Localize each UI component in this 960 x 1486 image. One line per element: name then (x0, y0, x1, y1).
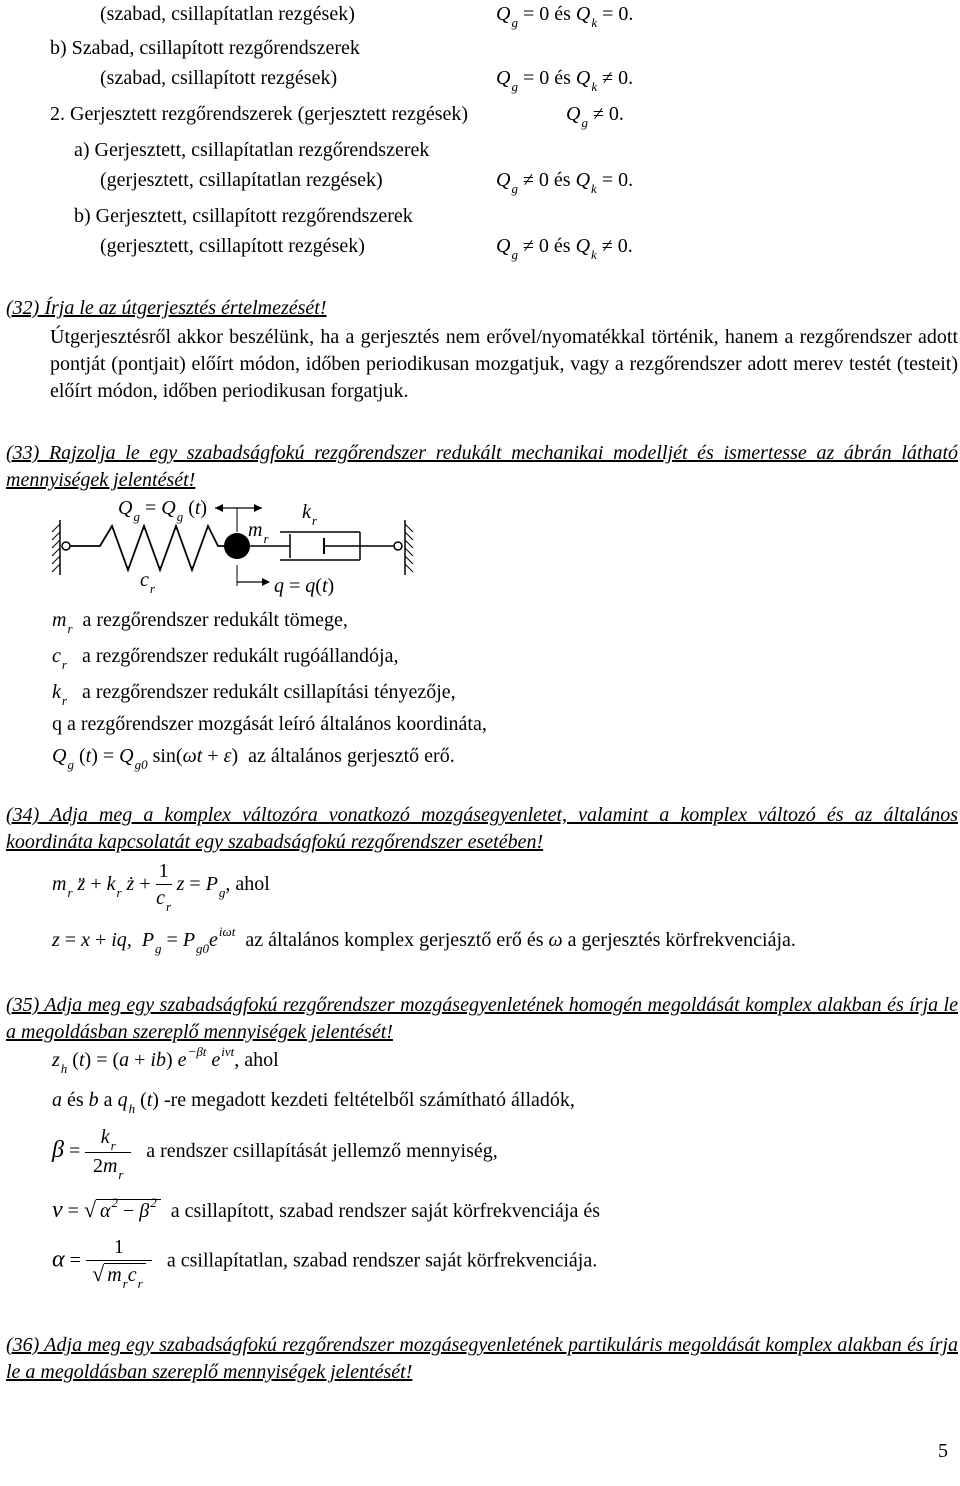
question-36: (36) Adja meg egy szabadságfokú rezgőrendszer mozgásegyenletének partikuláris megoldását komplex alakban és írja le a megoldásban szereplő mennyiségek jelentését! (6, 1334, 958, 1383)
mechanical-model-figure (40, 490, 440, 600)
page-number: 5 (938, 1440, 948, 1462)
question-32: (32) Írja le az útgerjesztés értelmezését! (6, 297, 327, 319)
fig-spring-label: $c_r$ (140, 569, 155, 596)
eq-homogeneous-solution: $z_h$ (t) = (a + ib) $e^{-\beta t}$ $e^{i\nu t}$, ahol (52, 1044, 279, 1076)
condition-forced: $Q_g \ne 0$. (566, 103, 624, 130)
def-coordinate: q a rezgőrendszer mozgását leíró általános koordináta, (52, 713, 487, 735)
question-35: (35) Adja meg egy szabadságfokú rezgőrendszer mozgásegyenletének homogén megoldását komplex alakban és írja le a megoldásban szereplő mennyiségek jelentését! (6, 994, 958, 1043)
line-free-undamped-paren: (szabad, csillapítatlan rezgések) (100, 3, 355, 25)
eq-complex-relation: z = x + iq, $P_g = P_{g0}e^{i\omega t}$ az általános komplex gerjesztő erő és ω a gerjesztés körfrekvenciája. (52, 924, 796, 956)
spring-icon (70, 526, 225, 570)
condition-forced-undamped: $Q_g \ne 0$ és $Q_k = 0$. (496, 169, 634, 196)
fig-mass-label: $m_r$ (248, 519, 269, 546)
def-nu: ν = √ $\alpha^2 - \beta^2$ a csillapított, szabad rendszer saját körfrekvenciája és (52, 1195, 601, 1223)
question-34: (34) Adja meg a komplex változóra vonatkozó mozgásegyenletet, valamint a komplex változó és az általános koordináta kapcsolatát egy szabadságfokú rezgőrendszer esetében! (6, 804, 958, 853)
line-free-damped: b) Szabad, csillapított rezgőrendszerek (50, 37, 360, 59)
def-spring: $c_r$ a rezgőrendszer redukált rugóállandója, (52, 645, 399, 672)
def-constants: a és b a $q_h$ (t) -re megadott kezdeti feltételből számítható álladók, (52, 1089, 575, 1116)
line-forced-undamped: a) Gerjesztett, csillapítatlan rezgőrendszerek (74, 139, 430, 161)
def-mass: $m_r$ a rezgőrendszer redukált tömege, (52, 609, 348, 636)
line-free-damped-paren: (szabad, csillapított rezgések) (100, 67, 338, 89)
line-forced-undamped-paren: (gerjesztett, csillapítatlan rezgések) (100, 169, 383, 191)
fig-damper-label: $k_r$ (302, 501, 317, 528)
line-forced: 2. Gerjesztett rezgőrendszerek (gerjesztett rezgések) (50, 103, 469, 125)
def-damping: $k_r$ a rezgőrendszer redukált csillapítási tényezője, (52, 681, 456, 708)
line-forced-damped: b) Gerjesztett, csillapított rezgőrendszerek (74, 205, 413, 227)
def-alpha: α = $\frac{1}{√ m_rc_r}$ a csillapítatlan, szabad rendszer saját körfrekvenciája. (52, 1236, 598, 1291)
fig-force-label: $Q_g = Q_g$ (t) (118, 497, 208, 524)
condition-free-damped: $Q_g = 0$ és $Q_k \ne 0$. (496, 67, 634, 94)
def-beta: β = $\frac{k_r}{2m_r}$ a rendszer csillapítását jellemző mennyiség, (52, 1126, 498, 1182)
answer-32: Útgerjesztésről akkor beszélünk, ha a gerjesztés nem erővel/nyomatékkal történik, hanem a rezgőrendszer adott pontját (pontjait) előírt módon, időben periodikusan mozgatjuk, vagy a rezgőrendszer adott merev testét (testeit) előírt módon, időben periodikusan forgatjuk. (50, 326, 958, 402)
mass-icon (224, 533, 250, 559)
question-33: (33) Rajzolja le egy szabadságfokú rezgőrendszer redukált mechanikai modelljét és ismertesse az ábrán látható mennyiségek jelentését! (6, 442, 958, 491)
line-forced-damped-paren: (gerjesztett, csillapított rezgések) (100, 235, 365, 257)
def-force: $Q_g$ $(t) = Q_{g0}$ sin(ωt + ε) az általános gerjesztő erő. (52, 745, 455, 772)
eq-motion-complex: $m_r$ z̈ + $k_r$ ż + $\frac{1}{c_r}$ $z = P_g$, ahol (52, 860, 270, 914)
fig-coordinate-label: q = q(t) (274, 575, 335, 597)
condition-free-undamped: $Q_g = 0$ és $Q_k = 0$. (496, 3, 634, 30)
condition-forced-damped: $Q_g \ne 0$ és $Q_k \ne 0$. (496, 235, 633, 262)
